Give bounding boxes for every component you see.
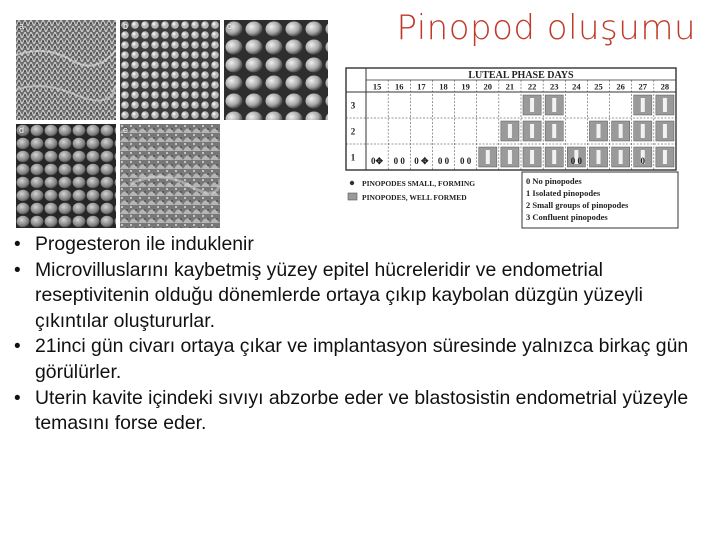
bullet-marker: •	[14, 387, 21, 409]
small-pinopod-mark: 0	[640, 156, 646, 166]
micrograph-label: c	[227, 21, 232, 31]
well-formed-pinopod-highlight	[530, 98, 534, 112]
day-tick-label: 21	[505, 81, 515, 92]
well-formed-pinopod-highlight	[641, 124, 645, 138]
bullet-text: 21inci gün civarı ortaya çıkar ve implantasyon süresinde yalnızca birkaç gün görülürler.	[35, 335, 689, 383]
bullet-text: Progesteron ile induklenir	[35, 233, 254, 255]
bullet-text: Microvilluslarını kaybetmiş yüzey epitel hücreleridir ve endometrial reseptivitenin olduğu dönemlerde ortaya çıkıp kaybolan düzgün yüzeyli çıkıntılar oluştururlar.	[35, 258, 643, 332]
well-formed-pinopod-highlight	[619, 150, 623, 164]
score-tick-label: 1	[350, 152, 356, 163]
legend-score-label: 3 Confluent pinopodes	[526, 212, 608, 222]
well-formed-pinopod-highlight	[486, 150, 490, 164]
legend-left-label: PINOPODES, WELL FORMED	[362, 193, 467, 202]
bullet-marker: •	[14, 234, 21, 255]
legend-score-label: 2 Small groups of pinopodes	[526, 200, 629, 210]
well-formed-pinopod-highlight	[530, 124, 534, 138]
day-tick-label: 16	[394, 81, 404, 92]
day-tick-label: 25	[594, 81, 603, 92]
bullet-item	[14, 334, 704, 385]
micrograph-panel-d	[16, 124, 116, 228]
sem-surface-pinopod-confluent-icon	[16, 124, 116, 228]
day-tick-label: 19	[461, 81, 470, 92]
legend-box-symbol	[348, 193, 357, 200]
bullet-marker: •	[14, 336, 21, 358]
micrograph-panel-e	[120, 124, 220, 228]
score-tick-label: 2	[350, 126, 356, 137]
micrograph-panel-c	[224, 20, 328, 120]
slide-title: Pinopod oluşumu	[396, 8, 696, 48]
day-tick-label: 18	[439, 81, 448, 92]
day-tick-label: 15	[372, 81, 382, 92]
day-tick-label: 26	[616, 81, 625, 92]
chart-title: LUTEAL PHASE DAYS	[468, 70, 574, 81]
bullet-text: Uterin kavite içindeki sıvıyı abzorbe eder ve blastosistin endometrial yüzeyle temasını forse eder.	[35, 386, 689, 435]
day-tick-label: 22	[527, 81, 537, 92]
bullet-marker: •	[14, 259, 21, 281]
well-formed-pinopod-highlight	[508, 124, 512, 138]
well-formed-pinopod-highlight	[530, 150, 534, 164]
micrograph-panel-b	[120, 20, 220, 120]
well-formed-pinopod-highlight	[552, 150, 556, 164]
sem-surface-regressing-icon	[120, 124, 220, 228]
legend-score-label: 0 No pinopodes	[526, 176, 582, 186]
luteal-phase-chart-svg	[344, 66, 680, 238]
bullet-list	[14, 232, 704, 437]
legend-dot-symbol	[350, 181, 354, 185]
score-tick-label: 3	[350, 100, 356, 111]
small-pinopod-mark: 0 ✥	[414, 156, 429, 166]
micrograph-label: e	[123, 125, 129, 135]
luteal-phase-chart	[344, 66, 680, 238]
well-formed-pinopod-highlight	[552, 124, 556, 138]
day-tick-label: 28	[660, 81, 670, 92]
well-formed-pinopod-highlight	[619, 124, 623, 138]
sem-surface-villous-icon	[16, 20, 116, 120]
micrograph-label: a	[19, 21, 25, 31]
well-formed-pinopod-highlight	[663, 124, 667, 138]
well-formed-pinopod-highlight	[597, 124, 601, 138]
bullet-item	[14, 386, 704, 437]
well-formed-pinopod-highlight	[663, 150, 667, 164]
well-formed-pinopod-highlight	[597, 150, 601, 164]
sem-micrograph-figure	[16, 20, 328, 228]
bullet-item	[14, 258, 704, 335]
day-tick-label: 23	[549, 81, 559, 92]
small-pinopod-mark: 0 0	[570, 156, 582, 166]
micrograph-label: d	[19, 125, 25, 135]
micrograph-panel-a	[16, 20, 116, 120]
day-tick-label: 24	[572, 81, 581, 92]
small-pinopod-mark: 0 0	[460, 156, 472, 166]
small-pinopod-mark: 0 0	[437, 156, 450, 166]
small-pinopod-mark: 0 0	[393, 156, 405, 166]
micrograph-label: b	[123, 21, 129, 31]
well-formed-pinopod-highlight	[641, 98, 645, 112]
well-formed-pinopod-highlight	[552, 98, 556, 112]
well-formed-pinopod-highlight	[508, 150, 512, 164]
sem-surface-pinopod-dense-icon	[120, 20, 220, 120]
legend-score-label: 1 Isolated pinopodes	[526, 188, 601, 198]
day-tick-label: 20	[483, 81, 493, 92]
day-tick-label: 17	[417, 81, 426, 92]
legend-left-label: PINOPODES SMALL, FORMING	[362, 179, 476, 188]
small-pinopod-mark: 0✥	[371, 156, 384, 166]
bullet-item	[14, 232, 704, 258]
sem-surface-pinopod-large-icon	[224, 20, 328, 120]
day-tick-label: 27	[638, 81, 648, 92]
well-formed-pinopod-highlight	[663, 98, 667, 112]
